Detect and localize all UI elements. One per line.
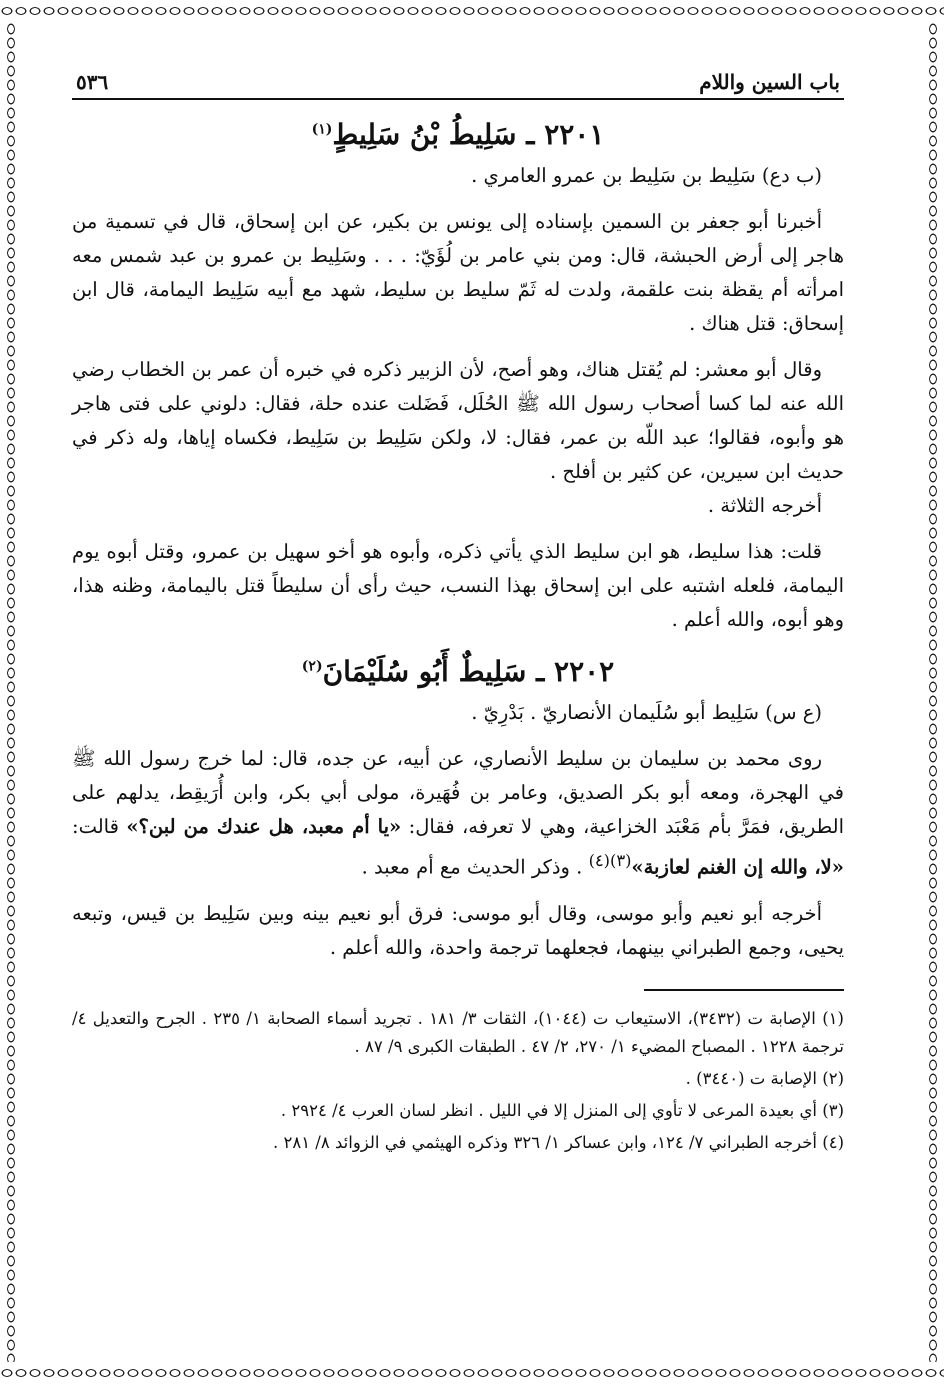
entry-2-paragraph-1 xyxy=(72,742,844,885)
decorative-border-left xyxy=(0,22,22,1362)
footnote-ref-1: (١) xyxy=(311,121,333,138)
decorative-border-bottom xyxy=(0,1362,944,1384)
page-number: ٥٣٦ xyxy=(76,70,109,94)
page-content xyxy=(72,62,844,1161)
entry-1-lineage: (ب دع) سَلِيط بن سَلِيط بن عمرو العامري . xyxy=(471,164,822,187)
entry-1-paragraph-3: قلت: هذا سليط، هو ابن سليط الذي يأتي ذكره، وأبوه هو أخو سهيل بن عمرو، وقتل أبوه يوم اليمامة، فلعله اشتبه على ابن إسحاق بهذا النسب، حيث رأى أن سليطاً قتل باليمامة، وظنه هذا، وهو أبوه، والله أعلم . xyxy=(72,540,844,631)
footnote-ref-2: (٢) xyxy=(301,658,323,675)
entry-2-text-f: . وذكر الحديث مع أم معبد . xyxy=(361,855,589,879)
chapter-title: باب السين واللام xyxy=(699,70,840,94)
entry-2-paragraph-2: أخرجه أبو نعيم وأبو موسى، وقال أبو موسى: فرق أبو نعيم بينه وبين سَلِيط بن قيس، وتبعه يحيى، وجمع الطبراني بينهما، فجعلهما ترجمة واحدة، والله أعلم . xyxy=(72,901,844,959)
entry-2-title-text: ٢٢٠٢ ـ سَلِيطٌ أَبُو سُلَيْمَانَ xyxy=(322,655,615,688)
footnote-4: (٤) أخرجه الطبراني ٧/ ١٢٤، وابن عساكر ١/ ٣٢٦ وذكره الهيثمي في الزوائد ٨/ ٢٨١ . xyxy=(272,1132,844,1152)
footnote-ref-3-4: (٣)(٤) xyxy=(588,851,632,870)
entry-1-paragraph-1: أخبرنا أبو جعفر بن السمين بإسناده إلى يونس بن بكير، عن ابن إسحاق، قال في تسمية من هاجر إلى أرض الحبشة، قال: ومن بني عامر بن لُؤَيّ: . . . وسَلِيط بن عمرو بن عبد شمس معه امرأته أم يقظة بنت علقمة، ولدت له ثَمّ سليط بن سليط، شهد مع أبيه سَلِيط اليمامة، قال ابن إسحاق: قتل هناك . xyxy=(72,210,844,335)
entry-1-attribution: أخرجه الثلاثة . xyxy=(707,494,822,517)
entry-1-title xyxy=(72,118,844,151)
entry-2-text-a: روى محمد بن سليمان بن سليط الأنصاري، عن أبيه، عن جده، قال: لما خرج رسول الله ﷺ في الهجرة، ومعه أبو بكر الصديق، وعامر بن فُهَيرة، مولى أبي بكر، وابن أُرَيقِط، يدلهم على الطريق، فمَرَّ بأم مَعْبَد الخزاعية، وهي لا تعرفه، فقال: xyxy=(72,747,845,838)
hadith-quote-2: «لا، والله إن الغنم لعازبة» xyxy=(631,855,844,879)
footnote-divider xyxy=(644,989,844,991)
footnote-2: (٢) الإصابة ت (٣٤٤٠) . xyxy=(685,1068,844,1088)
entry-1-title-text: ٢٢٠١ ـ سَلِيطُ بْنُ سَلِيطٍ xyxy=(332,118,605,151)
page-header xyxy=(72,62,844,100)
footnote-1: (١) الإصابة ت (٣٤٣٢)، الاستيعاب ت (١٠٤٤)، الثقات ٣/ ١٨١ . تجريد أسماء الصحابة ١/ ٢٣٥ . الجرح والتعديل ٤/ ترجمة ١٢٢٨ . المصباح المضيء ١/ ٢٧٠، ٢/ ٤٧ . الطبقات الكبرى ٩/ ٨٧ . xyxy=(72,1008,844,1056)
decorative-border-top xyxy=(0,0,944,22)
entry-2-lineage: (ع س) سَلِيط أبو سُلَيمان الأنصاريّ . بَدْرِيّ . xyxy=(471,701,822,724)
entry-2-text-c: قالت: xyxy=(72,815,127,838)
decorative-border-right xyxy=(922,22,944,1362)
entry-2-title xyxy=(72,655,844,688)
hadith-quote-1: «يا أم معبد، هل عندك من لبن؟» xyxy=(126,815,402,838)
footnote-3: (٣) أي بعيدة المرعى لا تأوي إلى المنزل إلا في الليل . انظر لسان العرب ٤/ ٢٩٢٤ . xyxy=(280,1100,844,1120)
entry-1-paragraph-2: وقال أبو معشر: لم يُقتل هناك، وهو أصح، لأن الزبير ذكره في خبره أن عمر بن الخطاب رضي الله عنه لما كسا أصحاب رسول الله ﷺ الحُلَل، فَضَلت عنده حلة، فقال: دلوني على فتى هاجر هو وأبوه، فقالوا؛ عبد اللّه بن عمر، فقال: لا، ولكن سَلِيط بن سَلِيط، فكساه إياها، وله ذكر في حديث ابن سيرين، عن كثير بن أفلح . xyxy=(72,358,844,483)
